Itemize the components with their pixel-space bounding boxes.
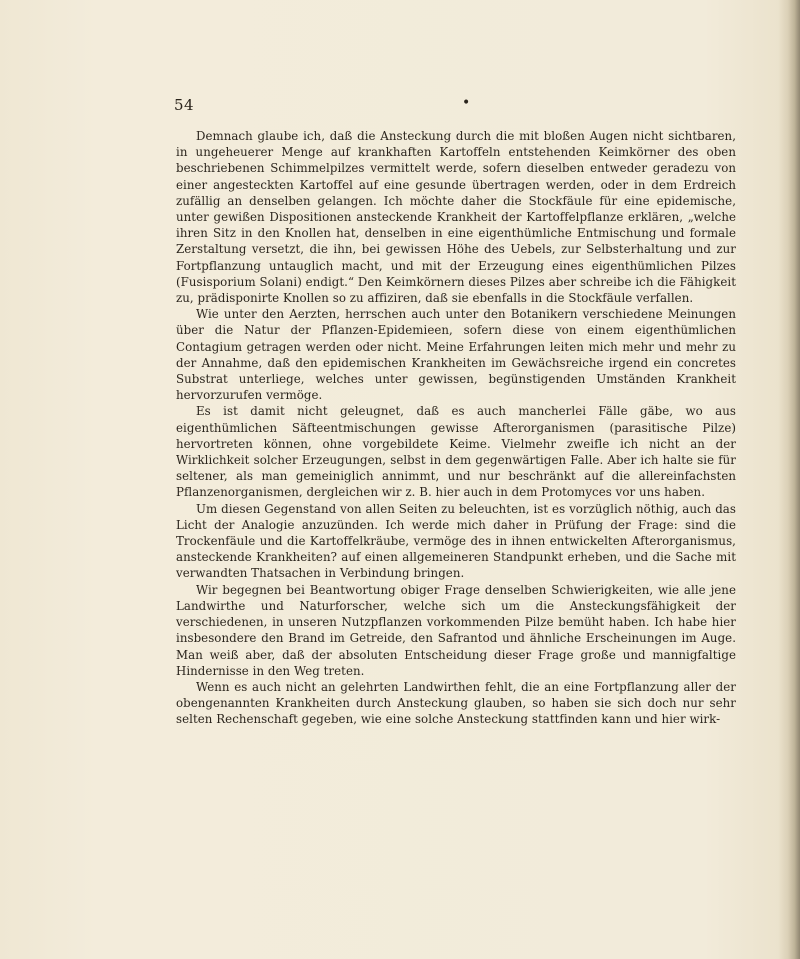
paragraph-1: Demnach glaube ich, daß die Ansteckung durch die mit bloßen Augen nicht sichtbaren, in ungeheuerer Menge auf krankhaften Kartoffeln entstehenden Keimkörner des oben beschriebenen Schimmelpilzes vermittelt werde, sofern dieselben entweder geradezu von einer angesteckten Kartoffel auf eine gesunde übertragen werden, oder in dem Erdreich zufällig an denselben gelangen. Ich möchte daher die Stockfäule für eine epidemische, unter gewißen Dispositionen ansteckende Krankheit der Kartoffelpflanze erklären, „welche ihren Sitz in den Knollen hat, denselben in eine eigenthümliche Entmischung und formale Zerstaltung versetzt, die ihn, bei gewissen Höhe des Uebels, zur Selbsterhaltung und zur Fortpflanzung untauglich macht, und mit der Erzeugung eines eigenthümlichen Pilzes (Fusisporium Solani) endigt.“ Den Keimkörnern dieses Pilzes aber schreibe ich die Fähigkeit zu, prädisponirte Knollen so zu affiziren, daß sie ebenfalls in die Stockfäule verfallen. bbox=[176, 129, 736, 306]
paragraph-4: Um diesen Gegenstand von allen Seiten zu beleuchten, ist es vorzüglich nöthig, auch das Licht der Analogie anzuzünden. Ich werde mich daher in Prüfung der Frage: sind die Trockenfäule und die Kartoffelkräube, vermöge des in ihnen entwickelten Afterorganismus, ansteckende Krankheiten? auf einen allgemeineren Standpunkt erheben, und die Sache mit verwandten Thatsachen in Verbindung bringen. bbox=[176, 501, 736, 581]
paragraph-3: Es ist damit nicht geleugnet, daß es auch mancherlei Fälle gäbe, wo aus eigenthümlichen Säfteentmischungen gewisse Afterorganismen (parasitische Pilze) hervortreten können, ohne vorgebildete Keime. Vielmehr zweifle ich nicht an der Wirklichkeit solcher Erzeugungen, selbst in dem gegenwärtigen Falle. Aber ich halte sie für seltener, als man gemeiniglich annimmt, und nur beschränkt auf die allereinfachsten Pflanzenorganismen, dergleichen wir z. B. hier auch in dem Protomyces vor uns haben. bbox=[176, 404, 736, 500]
paragraph-5: Wir begegnen bei Beantwortung obiger Frage denselben Schwierigkeiten, wie alle jene Landwirthe und Naturforscher, welche sich um die Ansteckungsfähigkeit der verschiedenen, in unseren Nutzpflanzen vorkommenden Pilze bemüht haben. Ich habe hier insbesondere den Brand im Getreide, den Safrantod und ähnliche Erscheinungen im Auge. Man weiß aber, daß der absoluten Entscheidung dieser Frage große und mannigfaltige Hindernisse in den Weg treten. bbox=[176, 582, 736, 678]
page-number: 54 bbox=[174, 96, 195, 114]
body-text bbox=[176, 128, 736, 728]
paragraph-2: Wie unter den Aerzten, herrschen auch unter den Botanikern verschiedene Meinungen über die Natur der Pflanzen-Epidemieen, sofern diese von einem eigenthümlichen Contagium getragen werden oder nicht. Meine Erfahrungen leiten mich mehr und mehr zu der Annahme, daß den epidemischen Krankheiten im Gewächsreiche irgend ein concretes Substrat unterliege, welches unter gewissen, begünstigenden Umständen Krankheit hervorzurufen vermöge. bbox=[176, 307, 736, 403]
paragraph-6: Wenn es auch nicht an gelehrten Landwirthen fehlt, die an eine Fortpflanzung aller der obengenannten Krankheiten durch Ansteckung glauben, so haben sie sich doch nur sehr selten Rechenschaft gegeben, wie eine solche Ansteckung stattfinden kann und hier wirk- bbox=[176, 679, 736, 727]
page-edge-shadow bbox=[778, 0, 800, 959]
page-mark: • bbox=[462, 95, 471, 111]
